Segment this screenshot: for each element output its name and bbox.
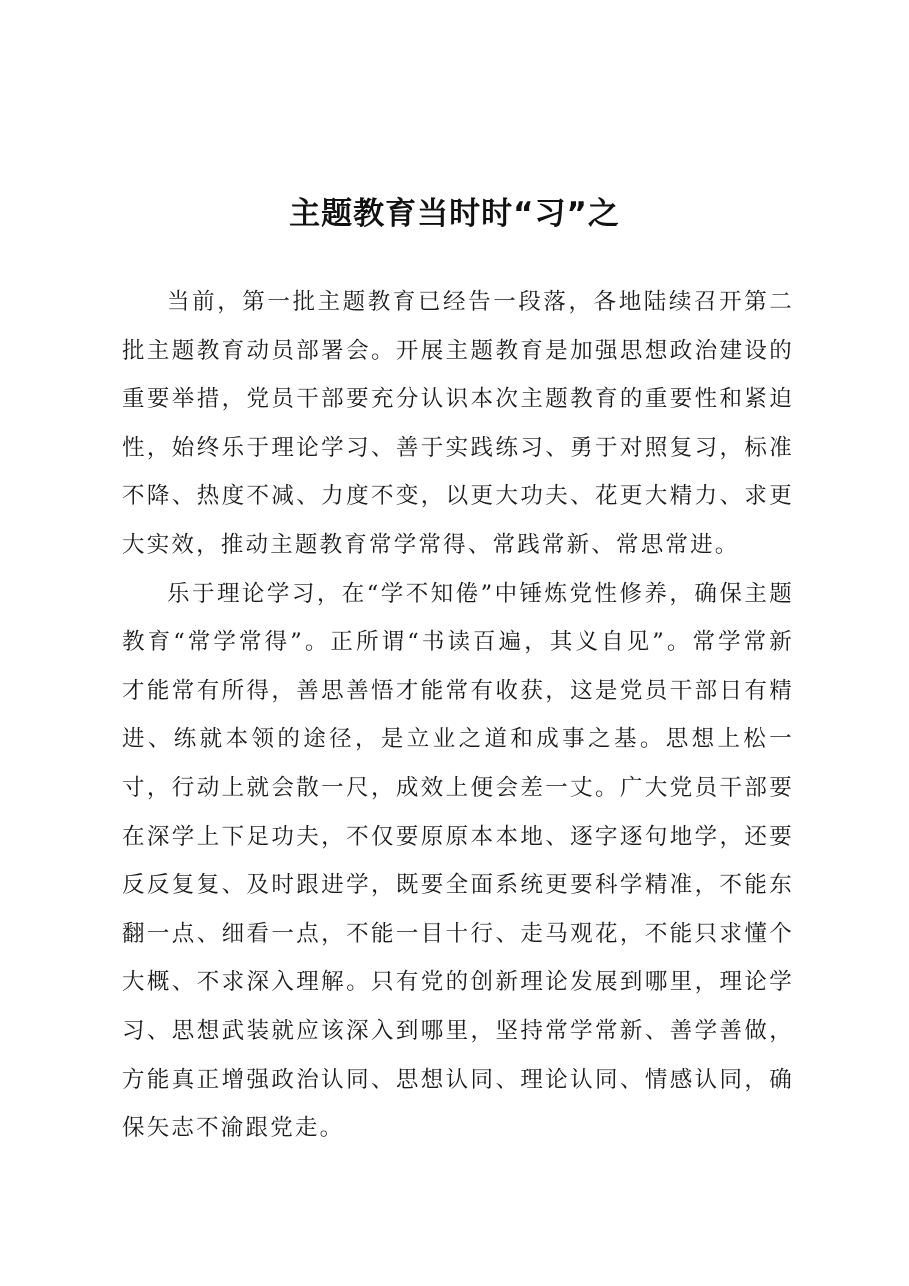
document-body bbox=[122, 278, 794, 1153]
paragraph-1: 当前，第一批主题教育已经告一段落，各地陆续召开第二批主题教育动员部署会。开展主题教育是加强思想政治建设的重要举措，党员干部要充分认识本次主题教育的重要性和紧迫性，始终乐于理论学习、善于实践练习、勇于对照复习，标准不降、热度不减、力度不变，以更大功夫、花更大精力、求更大实效，推动主题教育常学常得、常践常新、常思常进。 bbox=[122, 289, 794, 558]
paragraph-2: 乐于理论学习，在“学不知倦”中锤炼党性修养，确保主题教育“常学常得”。正所谓“书读百遍，其义自见”。常学常新才能常有所得，善思善悟才能常有收获，这是党员干部日有精进、练就本领的途径，是立业之道和成事之基。思想上松一寸，行动上就会散一尺，成效上便会差一丈。广大党员干部要在深学上下足功夫，不仅要原原本本地、逐字逐句地学，还要反反复复、及时跟进学，既要全面系统更要科学精准，不能东翻一点、细看一点，不能一目十行、走马观花，不能只求懂个大概、不求深入理解。只有党的创新理论发展到哪里，理论学习、思想武装就应该深入到哪里，坚持常学常新、善学善做，方能真正增强政治认同、思想认同、理论认同、情感认同，确保矢志不渝跟党走。 bbox=[122, 580, 794, 1142]
document-title: 主题教育当时时“习”之 bbox=[289, 196, 620, 232]
